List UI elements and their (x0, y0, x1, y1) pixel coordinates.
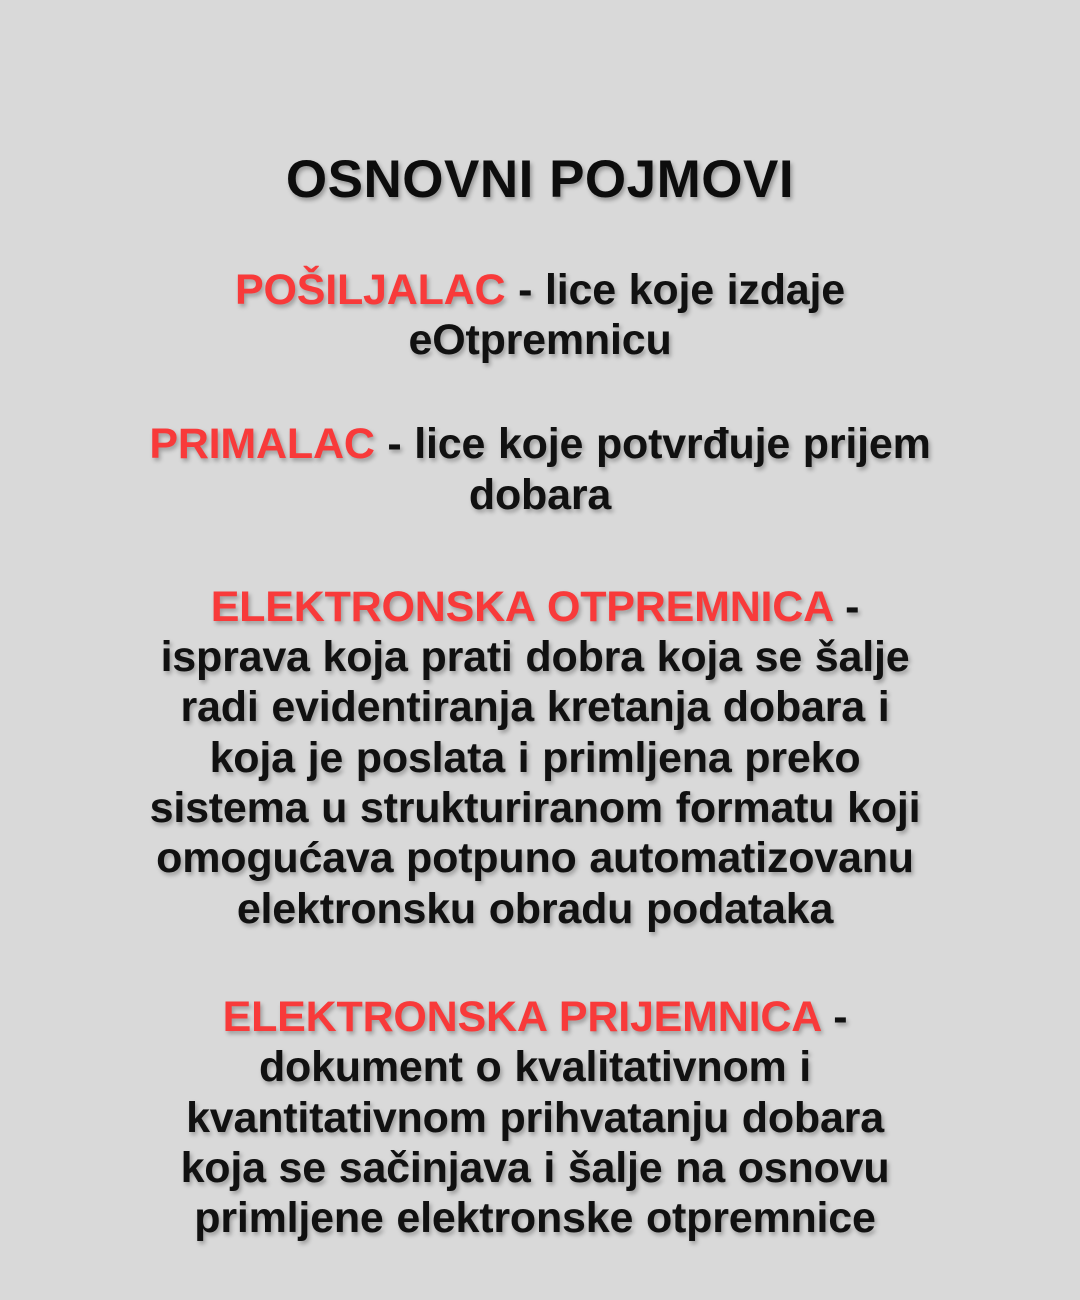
terms-list (140, 208, 940, 1287)
term-definition-posiljalac: lice koje izdaje eOtpremnicu (408, 265, 845, 364)
term-definition-elektronska-prijemnica: dokument o kvalitativnom i kvantitativnom prihvatanju dobara koja se sačinjava i šalje na osnovu primljene elektronske otpremnice (180, 1043, 890, 1243)
term-entry-elektronska-prijemnica (140, 992, 930, 1243)
term-label-elektronska-prijemnica: ELEKTRONSKA PRIJEMNICA (222, 992, 821, 1041)
term-label-primalac: PRIMALAC (149, 420, 375, 469)
term-definition-elektronska-otpremnica: isprava koja prati dobra koja se šalje radi evidentiranja kretanja dobara i koja je poslata i primljena preko sistema u strukturiranom formatu koji omogućava potpuno automatizovanu elektronsku obradu podataka (149, 633, 921, 933)
term-separator-primalac: - (374, 420, 415, 469)
term-entry-primalac (140, 419, 940, 520)
page-title: OSNOVNI POJMOVI (285, 150, 795, 209)
term-definition-primalac: lice koje potvrđuje prijem dobara (414, 420, 931, 519)
term-entry-posiljalac (140, 265, 940, 366)
term-separator-elektronska-otpremnica: - (832, 582, 860, 631)
term-separator-elektronska-prijemnica: - (820, 992, 848, 1041)
term-entry-elektronska-otpremnica (140, 582, 930, 934)
term-label-elektronska-otpremnica: ELEKTRONSKA OTPREMNICA (210, 582, 833, 631)
term-separator-posiljalac: - (505, 265, 546, 314)
term-label-posiljalac: POŠILJALAC (235, 265, 506, 314)
